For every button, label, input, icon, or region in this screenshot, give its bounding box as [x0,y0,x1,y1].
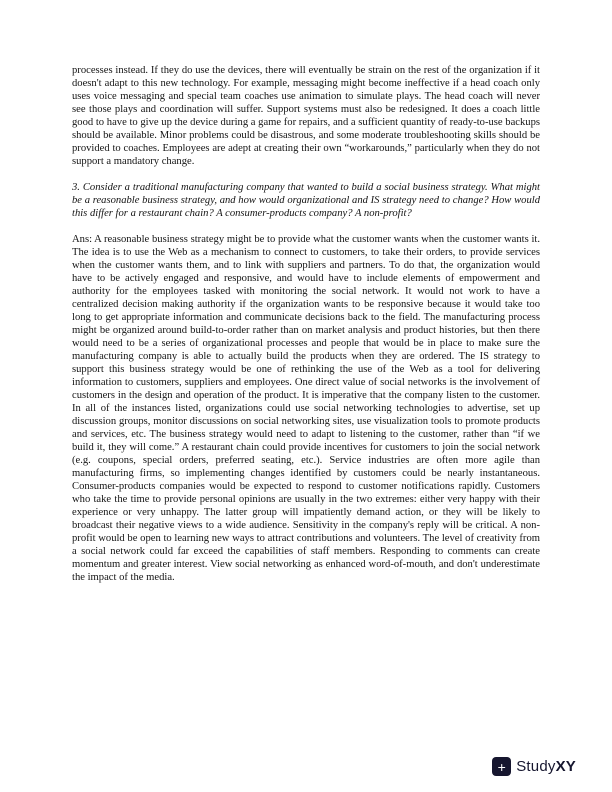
page-text-block [72,64,540,597]
logo-text-study: Study [516,758,556,775]
question-3: 3. Consider a traditional manufacturing company that wanted to build a social business strategy. What might be a reasonable business strategy, and how would organizational and IS strategy need to change? How would this differ for a restaurant chain? A consumer-products company? A non-profit? [72,182,540,219]
logo-text-xy: XY [555,758,576,775]
answer-paragraph: Ans: A reasonable business strategy might be to provide what the customer wants when the customer wants it. The idea is to use the Web as a mechanism to connect to customers, to take their orders, to provide services when the customer wants them, and to link with suppliers and partners. To do that, the organization would have to be actively engaged and responsive, and would have to include elements of empowerment and authority for the employees tasked with monitoring the social network. It would not work to have a centralized decision making authority if the organization wants to be responsive because it would take too long to get appropriate information and communicate decisions back to the field. The manufacturing process might be organized around build-to-order rather than on market analysis and product histories, but then there would need to be a series of organizational processes and people that would be in place to make sure the manufacturing company is able to actually build the products when they are ordered. The IS strategy to support this business strategy would be one of rethinking the use of the Web as a tool for delivering information to customers, suppliers and employees. One direct value of social networks is the involvement of customers in the design and operation of the product. It is imperative that the company listen to the customer. In all of the instances listed, organizations could use social networking technologies to advertise, set up discussion groups, monitor discussions on social networking sites, use visualization tools to promote products and services, etc. The business strategy would need to adapt to listening to the customer, rather than “if we build it, they will come.” A restaurant chain could provide incentives for customers to join the social network (e.g. coupons, special orders, preferred seating, etc.). Service industries are often more agile than manufacturing firms, so implementing changes identified by customers could be nearly instantaneous. Consumer-products companies would be expected to respond to customer notifications rapidly. Customers who take the time to provide personal opinions are usually in the two extremes: either very happy with their experience or very unhappy. The latter group will impatiently demand action, or they will be likely to broadcast their negative views to a wide audience. Sensitivity in the company's reply will be critical. A non-profit would be open to learning new ways to attract contributions and volunteers. The level of creativity from a social network could far exceed the capabilities of staff members. Responding to comments can create momentum and greater interest. View social networking as enhanced word-of-mouth, and don't underestimate the impact of the media. [72,234,540,583]
studyxy-logo [492,757,576,776]
plus-icon: + [492,757,511,776]
paragraph-continuation: processes instead. If they do use the devices, there will eventually be strain on the rest of the organization if it doesn't adapt to this new technology. For example, messaging might become ineffective if a head coach only uses voice messaging and special team coaches use animation to simulate plays. The head coach will never see those plays and coordination will suffer. Support systems must also be redesigned. It does a coach little good to have to give up the device during a game for repairs, and a sufficient quantity of ready-to-use backups should be available. Minor problems could be disastrous, and some moderate troubleshooting skills should be provided to coaches. Employees are adept at creating their own “workarounds,” particularly when they do not support a mandatory change. [72,65,540,167]
logo-text [516,758,576,775]
